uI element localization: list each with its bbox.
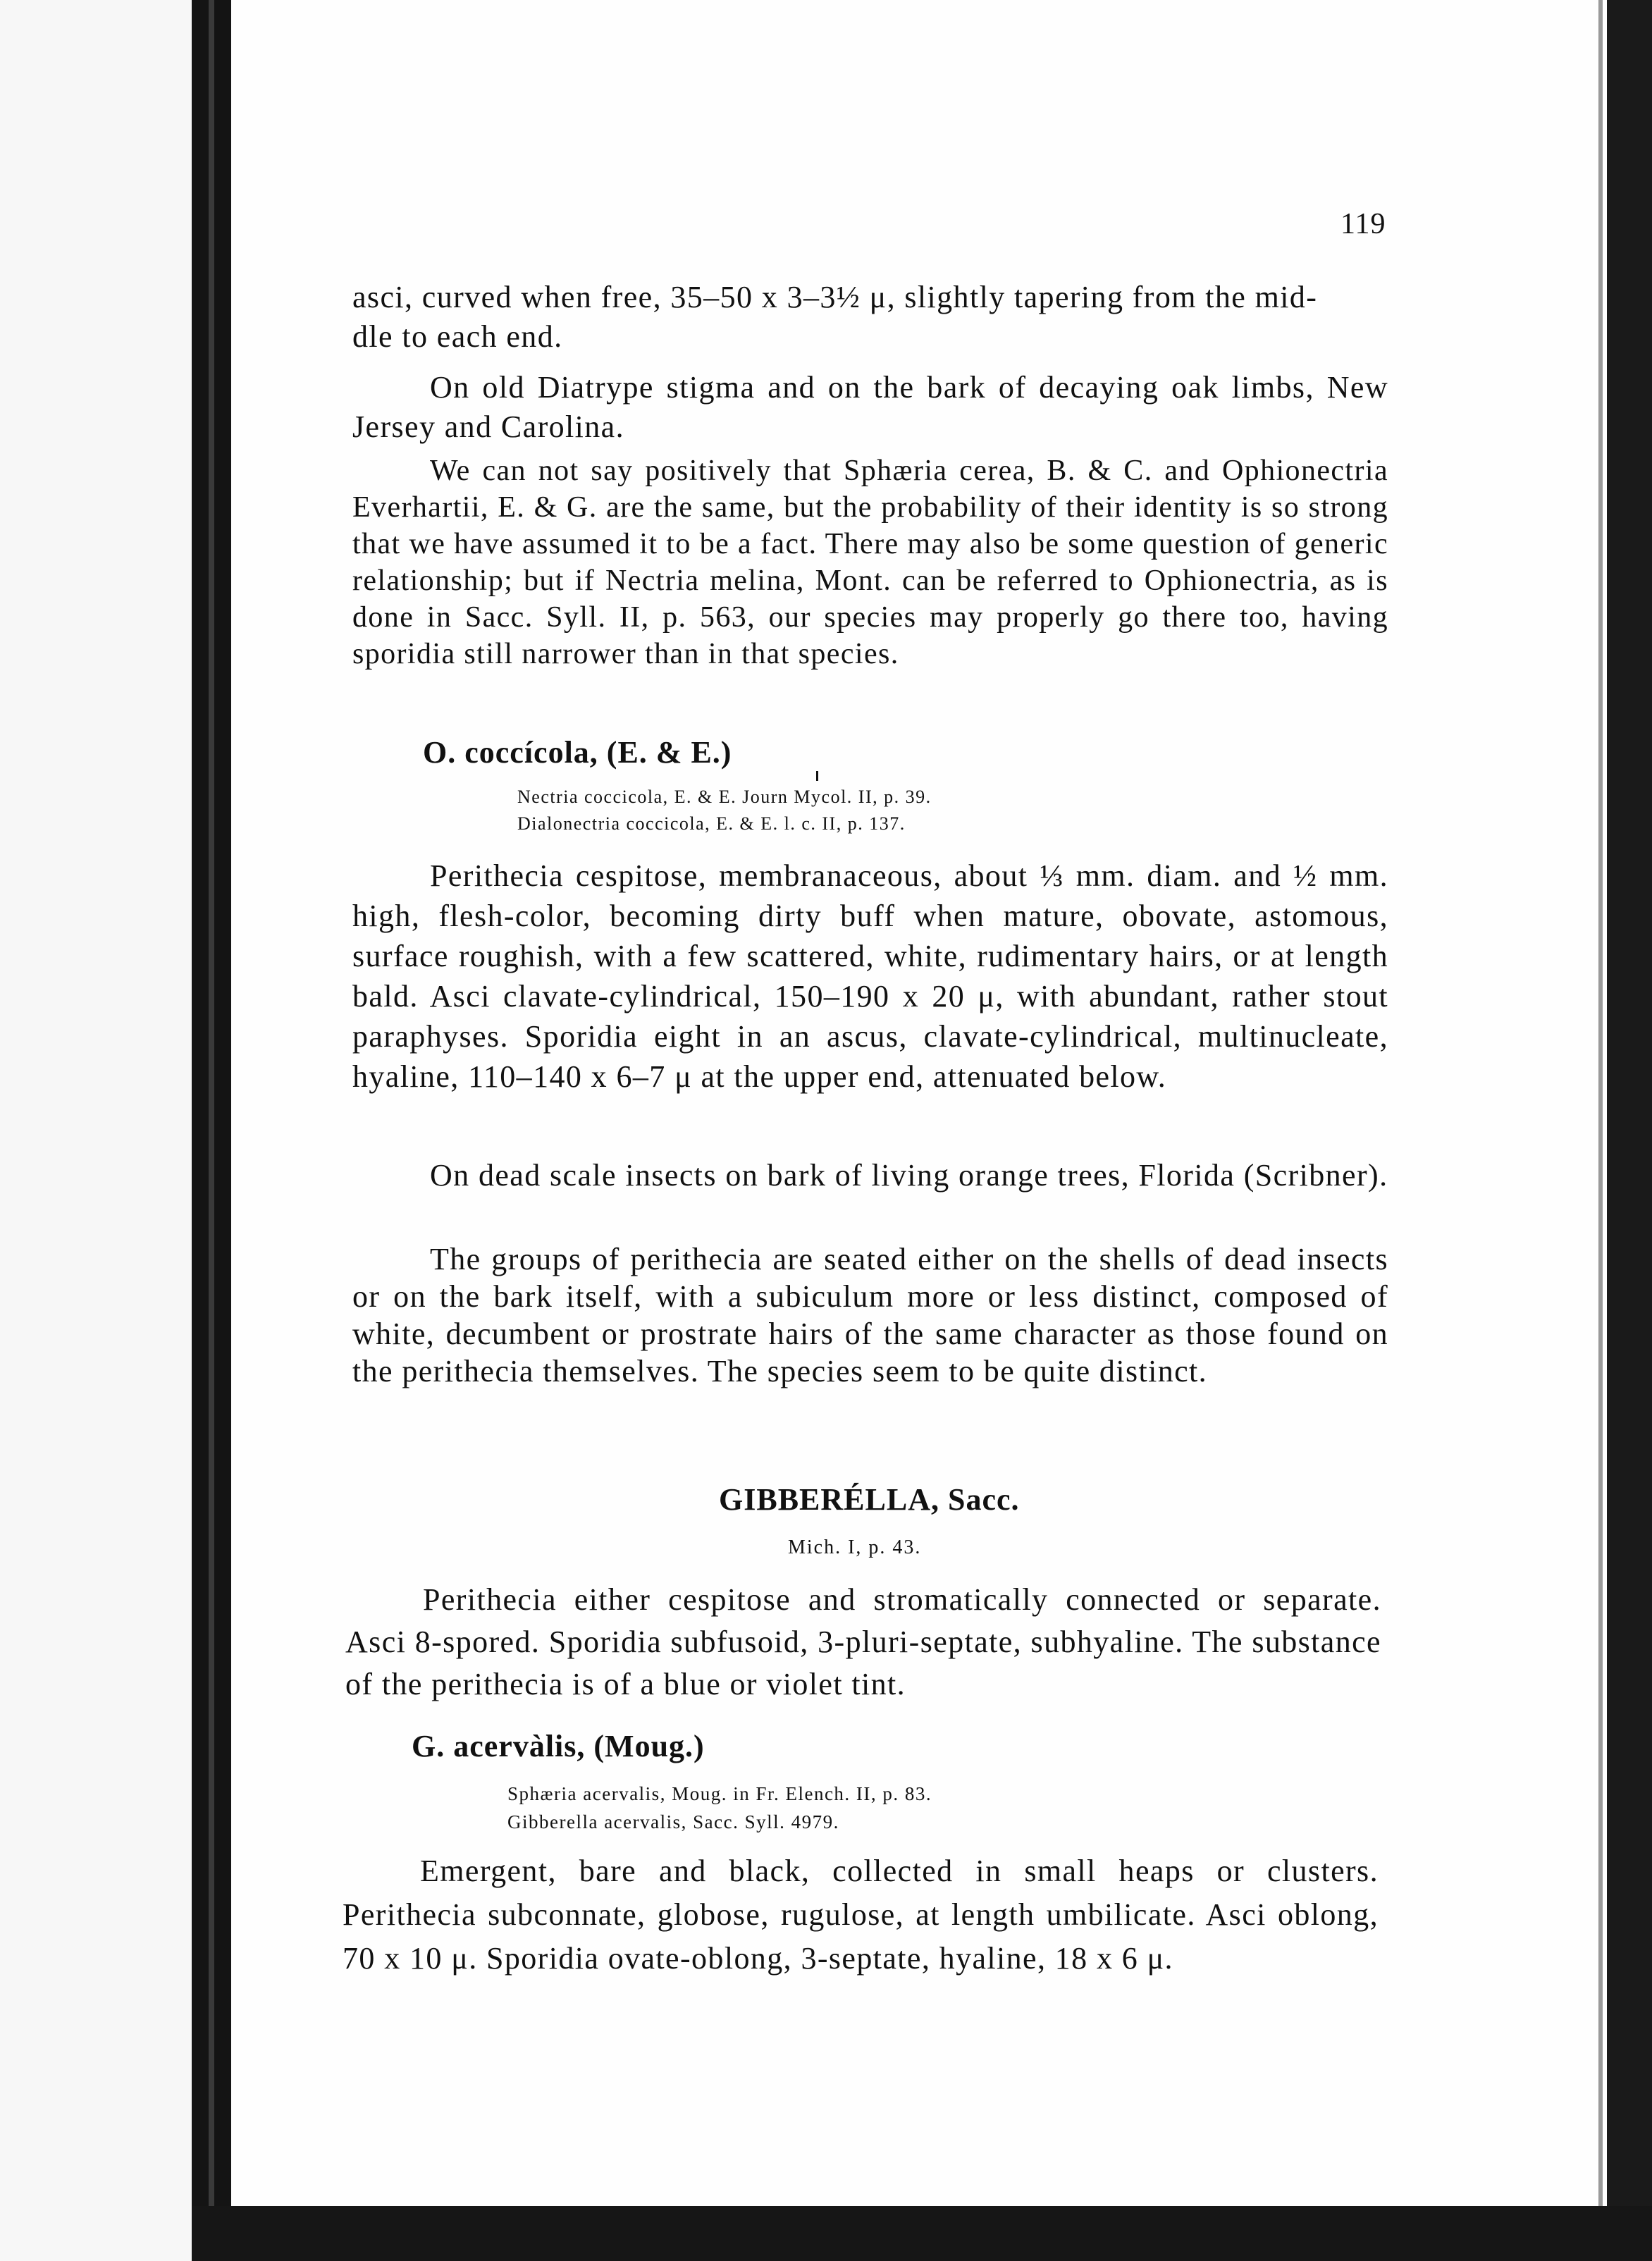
intro-note <box>352 452 1388 672</box>
gutter-shadow <box>209 0 214 2261</box>
species1-note <box>352 1240 1388 1390</box>
bottom-scan-border <box>192 2206 1652 2261</box>
page-edge-line <box>1598 0 1603 2213</box>
description-paragraph: Perithecia cespitose, membranaceous, about ⅓ mm. diam. and ½ mm. high, flesh-color, becoming dirty buff when mature, obovate, astomous, surface roughish, with a few scattered, white, rudimentary hairs, or at length bald. Asci clavate-cylindrical, 150–190 x 20 μ, with abundant, rather stout paraphyses. Sporidia eight in an ascus, clavate-cylindrical, multinucleate, hyaline, 110–140 x 6–7 μ at the upper end, attenuated below. <box>352 858 1388 1094</box>
right-scan-border <box>1607 0 1652 2261</box>
species-heading: G. acervàlis, (Moug.) <box>412 1729 705 1763</box>
note-paragraph: We can not say positively that Sphæria cerea, B. & C. and Ophionectria Everhartii, E. & G. are the same, but the probability of their identity is so strong that we have assumed it to be a fact. There may also be some question of generic relationship; but if Nectria melina, Mont. can be referred to Ophionectria, as is done in Sacc. Syll. II, p. 563, our species may properly go there too, having sporidia still narrower than in that species. <box>352 455 1388 670</box>
note-paragraph: The groups of perithecia are seated either on the shells of dead insects or on the bark itself, with a subiculum more or less distinct, composed of white, decumbent or prostrate hairs of the same character as those found on the perithecia themselves. The species seem to be quite distinct. <box>352 1242 1388 1388</box>
genus-heading: GIBBERÉLLA, Sacc. <box>719 1482 1020 1517</box>
habitat-paragraph: On dead scale insects on bark of living orange trees, Florida (Scribner). <box>430 1158 1388 1193</box>
intro-habitat <box>352 368 1388 447</box>
synonym-line: Nectria coccicola, E. & E. Journ Mycol. II, p. 39. <box>517 787 932 807</box>
intro-line-1: asci, curved when free, 35–50 x 3–3½ μ, slightly tapering from the mid- <box>352 280 1318 314</box>
synonym-line: Sphæria acervalis, Moug. in Fr. Elench. II, p. 83. <box>507 1783 932 1804</box>
synonym-line: Dialonectria coccicola, E. & E. l. c. II, p. 137. <box>517 813 906 834</box>
print-mark <box>816 771 818 781</box>
habitat-paragraph: On old Diatrype stigma and on the bark of decaying oak limbs, New Jersey and Carolina. <box>352 370 1388 444</box>
species-heading: O. coccícola, (E. & E.) <box>423 735 732 770</box>
synonym-line: Gibberella acervalis, Sacc. Syll. 4979. <box>507 1811 839 1832</box>
intro-continuation <box>352 278 1388 357</box>
page-number: 119 <box>1340 208 1386 240</box>
species1-habitat <box>352 1156 1388 1195</box>
species2-description <box>343 1849 1379 1980</box>
genus-description <box>345 1579 1381 1706</box>
left-facing-page <box>0 0 192 2261</box>
genus-reference: Mich. I, p. 43. <box>788 1536 922 1558</box>
species1-description <box>352 856 1388 1097</box>
description-paragraph: Emergent, bare and black, collected in small heaps or clusters. Perithecia subconnate, globose, rugulose, at length umbilicate. Asci oblong, 70 x 10 μ. Sporidia ovate-oblong, 3-septate, hyaline, 18 x 6 μ. <box>343 1854 1379 1976</box>
intro-line-2: dle to each end. <box>352 319 563 354</box>
description-paragraph: Perithecia either cespitose and stromatically connected or separate. Asci 8-spored. Sporidia subfusoid, 3-pluri-septate, subhyaline. The substance of the perithecia is of a blue or violet tint. <box>345 1582 1381 1701</box>
